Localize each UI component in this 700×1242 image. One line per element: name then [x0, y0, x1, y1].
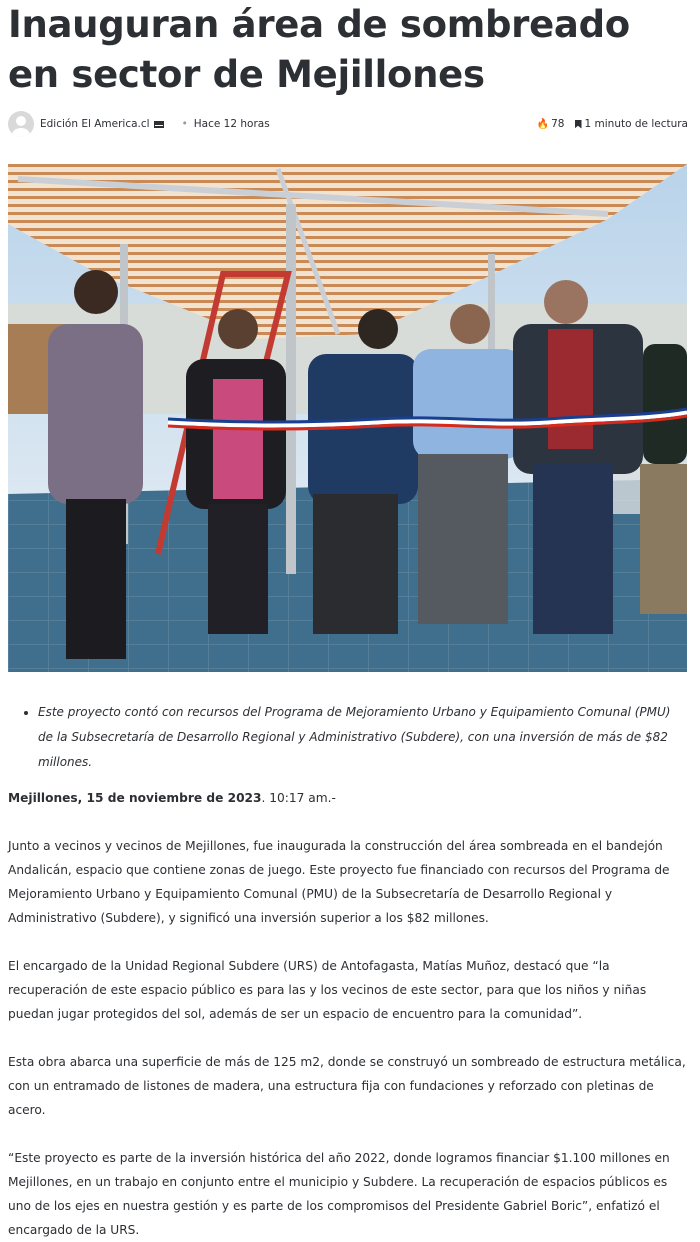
meta-left [8, 111, 270, 137]
post-meta [8, 110, 688, 138]
dateline-location-date: Mejillones, 15 de noviembre de 2023 [8, 791, 262, 805]
person-4 [413, 304, 523, 624]
dateline [8, 786, 688, 810]
meta-right [537, 118, 688, 130]
post-time: Hace 12 horas [193, 118, 270, 130]
person-6 [640, 344, 687, 614]
featured-image[interactable] [8, 164, 687, 672]
fire-icon: 🔥 [536, 118, 550, 130]
body-paragraph: Junto a vecinos y vecinos de Mejillones, fue inaugurada la construcción del área sombreada en el bandejón Andalicán, espacio que contiene zonas de juego. Este proyecto fue financiado con recursos del Programa de Mejoramiento Urbano y Equipamiento Comunal (PMU) de la Subsecretaría de Desarrollo Regional y Administrativo (Subdere), y significó una inversión superior a los $82 millones. [8, 839, 670, 925]
read-time: 1 minuto de lectura [584, 118, 688, 130]
summary-list [8, 700, 688, 775]
body-paragraph: “Este proyecto es parte de la inversión histórica del año 2022, donde logramos financiar $1.100 millones en Mejillones, en un trabajo en conjunto entre el municipio y Subdere. La recuperación de espacios públicos es uno de los ejes en nuestra gestión y es parte de los compromisos del Presidente Gabriel Boric”, enfatizó el encargado de la URS. [8, 1151, 670, 1237]
body-paragraph: Esta obra abarca una superficie de más de 125 m2, donde se construyó un sombreado de estructura metálica, con un entramado de listones de madera, una estructura fija con fundaciones y reforzado con pletinas de acero. [8, 1055, 686, 1117]
body-paragraph: El encargado de la Unidad Regional Subdere (URS) de Antofagasta, Matías Muñoz, destacó que “la recuperación de este espacio público es para las y los vecinos de este sector, para que los niños y niñas puedan jugar protegidos del sol, además de ser un espacio de encuentro para la comunidad”. [8, 959, 647, 1021]
bookmark-icon [575, 120, 582, 129]
dateline-time: . 10:17 am.- [261, 791, 336, 805]
separator-dot: • [181, 118, 188, 130]
author-avatar[interactable] [8, 111, 34, 137]
summary-item: • Este proyecto contó con recursos del Programa de Mejoramiento Urbano y Equipamiento Comunal (PMU) de la Subsecretaría de Desarrollo Regional y Administrativo (Subdere), con una inversión de más de $82 millones. [38, 700, 688, 775]
article-title: Inauguran área de sombreado en sector de Mejillones [8, 3, 630, 96]
mail-icon[interactable] [154, 121, 164, 128]
author-link[interactable]: Edición El America.cl [40, 118, 150, 130]
views-count: 78 [551, 118, 565, 130]
